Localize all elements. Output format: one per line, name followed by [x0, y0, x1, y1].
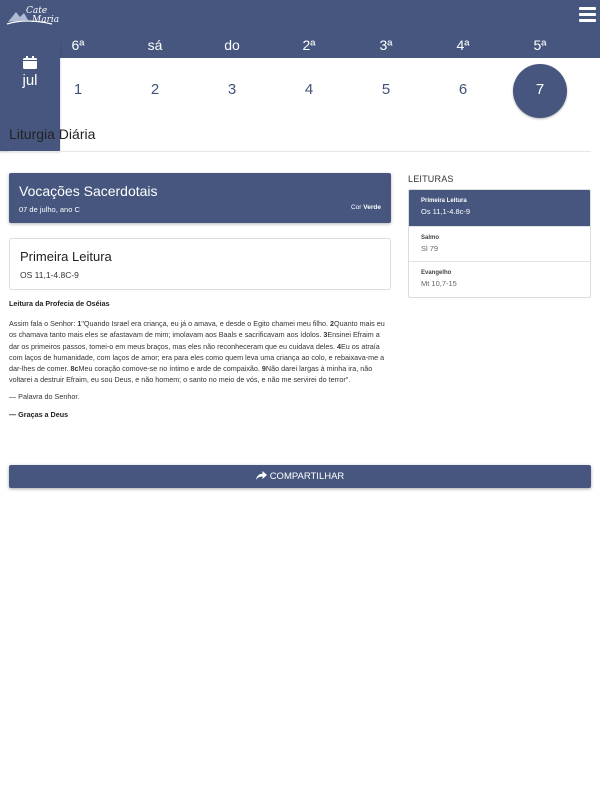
share-button-label: COMPARTILHAR	[269, 471, 345, 482]
day-name: do	[224, 37, 240, 53]
verse-text: Não darei largas à minha ira, não voltarei a destruir Efraim, eu sou Deus, e não homem; o santo no meio de vós, e não me servirei do terror".	[9, 364, 373, 385]
verse-number: 4	[337, 341, 341, 351]
month-label: jul	[22, 72, 38, 89]
day-1[interactable]	[40, 34, 116, 118]
reading-response: — Graças a Deus	[9, 409, 69, 419]
page-title: Liturgia Diária	[9, 126, 96, 142]
verse-number: 9	[261, 364, 266, 374]
sidebar-item-label: Salmo	[421, 235, 440, 241]
verse-number: 2	[330, 319, 334, 329]
day-2[interactable]	[117, 34, 193, 118]
day-name: 2ª	[302, 37, 316, 53]
day-number: 2	[150, 81, 160, 98]
day-4[interactable]	[271, 34, 347, 118]
day-number: 3	[227, 81, 237, 98]
share-icon	[256, 471, 267, 480]
reading-conclusion: — Palavra do Senhor.	[9, 392, 80, 402]
reading-card	[9, 238, 391, 290]
reading-reference: OS 11,1-4.8C-9	[20, 270, 79, 280]
title-divider	[9, 151, 591, 152]
share-button[interactable]	[9, 465, 591, 488]
reading-intro: Assim fala o Senhor:	[9, 319, 78, 329]
day-5[interactable]	[348, 34, 424, 118]
day-name: 6ª	[71, 37, 85, 53]
sidebar-item-primeira-leitura[interactable]	[409, 190, 590, 227]
sidebar-item-label: Evangelho	[421, 270, 452, 276]
reading-body	[9, 318, 391, 385]
sidebar-title: LEITURAS	[408, 174, 454, 184]
verse-text: Eu os atraía com laços de humanidade, com laços de amor; era para eles como quem leva uma criança ao colo, e rebaixava-me a dar-lhes de comer.	[9, 341, 385, 374]
logo-line-2: Maria	[32, 15, 60, 25]
hamburger-icon[interactable]	[579, 7, 596, 25]
day-number: 1	[73, 81, 83, 98]
day-number: 6	[458, 81, 468, 98]
logo-text	[26, 7, 59, 25]
day-number: 7	[535, 81, 545, 98]
day-6[interactable]	[425, 34, 501, 118]
reading-heading: Leitura da Profecia de Oséias	[9, 299, 110, 308]
day-name: 4ª	[456, 37, 470, 53]
day-3[interactable]	[194, 34, 270, 118]
sidebar-item-ref: Sl 79	[421, 244, 439, 253]
liturgical-color-value: Verde	[363, 204, 381, 211]
day-name: 3ª	[379, 37, 393, 53]
verse-number: 1	[77, 319, 82, 329]
day-number: 4	[304, 81, 314, 98]
reading-text	[9, 298, 391, 420]
readings-list	[408, 189, 591, 298]
sidebar-item-evangelho[interactable]	[409, 262, 590, 297]
sidebar-item-label: Primeira Leitura	[421, 198, 467, 204]
date-selector	[0, 34, 600, 118]
reading-title: Primeira Leitura	[20, 249, 112, 264]
celebration-name: Vocações Sacerdotais	[19, 183, 158, 199]
verse-text: Meu coração comove-se no íntimo e arde de compaixão.	[78, 364, 262, 374]
readings-sidebar	[408, 174, 591, 298]
sidebar-item-ref: Os 11,1-4.8c-9	[421, 207, 471, 216]
celebration-banner	[9, 173, 391, 223]
top-bar	[0, 0, 600, 34]
sidebar-item-ref: Mt 10,7-15	[421, 279, 457, 288]
liturgical-color	[351, 204, 381, 211]
celebration-date: 07 de julho, ano C	[19, 205, 80, 214]
day-number: 5	[381, 81, 391, 98]
liturgical-color-label: Cor	[350, 204, 362, 211]
day-name: sá	[147, 37, 163, 53]
app-logo[interactable]	[6, 4, 60, 30]
verse-number: 3	[323, 330, 328, 340]
verse-text: Quanto mais eu os chamava tanto mais eles se afastavam de mim; imolavam aos Baals e sacrificavam aos ídolos.	[9, 319, 385, 340]
calendar-icon	[23, 56, 37, 69]
logo-line-1: Cate	[26, 6, 48, 16]
verse-text: "Quando Israel era criança, eu já o amava, e desde o Egito chamei meu filho.	[81, 319, 330, 329]
sidebar-item-salmo[interactable]	[409, 227, 590, 262]
verse-text: Ensinei Efraim a dar os primeiros passos, tomei-o em meus braços, mas eles não reconheceram que eu cuidava deles.	[9, 330, 380, 351]
day-name: 5ª	[533, 37, 547, 53]
day-7-selected[interactable]	[502, 34, 578, 118]
verse-number: 8c	[70, 364, 79, 374]
